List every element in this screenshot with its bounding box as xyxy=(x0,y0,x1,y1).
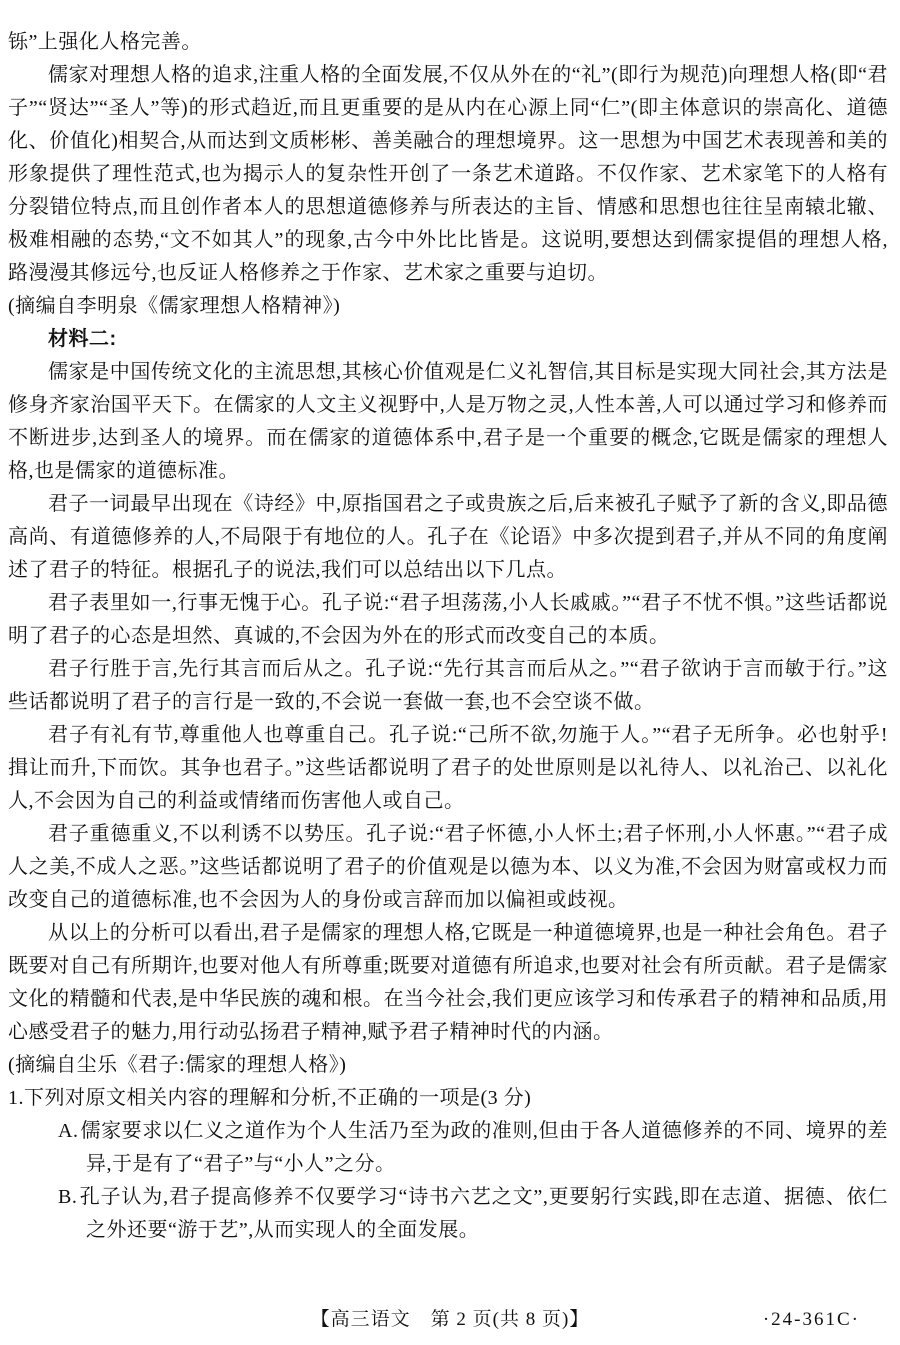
material1-paragraph: 儒家对理想人格的追求,注重人格的全面发展,不仅从外在的“礼”(即行为规范)向理想人格(即“君子”“贤达”“圣人”等)的形式趋近,而且更重要的是从内在心源上同“仁”(即主体意识的崇高化、道德化、价值化)相契合,从而达到文质彬彬、善美融合的理想境界。这一思想为中国艺术表现善和美的形象提供了理性范式,也为揭示人的复杂性开创了一条艺术道路。不仅作家、艺术家笔下的人格有分裂错位特点,而且创作者本人的思想道德修养与所表达的主旨、情感和思想也往往呈南辕北辙、极难相融的态势,“文不如其人”的现象,古今中外比比皆是。这说明,要想达到儒家提倡的理想人格,路漫漫其修远兮,也反证人格修养之于作家、艺术家之重要与迫切。 xyxy=(8,64,888,284)
material2-attribution: (摘编自尘乐《君子:儒家的理想人格》) xyxy=(8,1054,347,1076)
material2-paragraph: 君子表里如一,行事无愧于心。孔子说:“君子坦荡荡,小人长戚戚。”“君子不忧不惧。”这些话都说明了君子的心态是坦然、真诚的,不会因为外在的形式而改变自己的本质。 xyxy=(8,592,888,647)
footer-paper-code: ·24-361C· xyxy=(762,1309,860,1330)
question1-option-a xyxy=(8,1115,888,1181)
question1-stem: 1.下列对原文相关内容的理解和分析,不正确的一项是(3 分) xyxy=(8,1087,532,1109)
material2-paragraph: 从以上的分析可以看出,君子是儒家的理想人格,它既是一种道德境界,也是一种社会角色。君子既要对自己有所期许,也要对他人有所尊重;既要对道德有所追求,也要对社会有所贡献。君子是儒家文化的精髓和代表,是中华民族的魂和根。在当今社会,我们更应该学习和传承君子的精神和品质,用心感受君子的魅力,用行动弘扬君子精神,赋予君子精神时代的内涵。 xyxy=(8,922,888,1043)
material2-paragraph: 君子有礼有节,尊重他人也尊重自己。孔子说:“己所不欲,勿施于人。”“君子无所争。必也射乎! 揖让而升,下而饮。其争也君子。”这些话都说明了君子的处世原则是以礼待人、以礼治己、以礼化人,不会因为自己的利益或情绪而伤害他人或自己。 xyxy=(8,724,888,812)
material2-paragraph: 君子重德重义,不以利诱不以势压。孔子说:“君子怀德,小人怀土;君子怀刑,小人怀惠。”“君子成人之美,不成人之恶。”这些话都说明了君子的价值观是以德为本、以义为准,不会因为财富或权力而改变自己的道德标准,也不会因为人的身份或言辞而加以偏袒或歧视。 xyxy=(8,823,888,911)
page-footer xyxy=(0,1307,900,1333)
material2-heading: 材料二: xyxy=(48,328,117,350)
material1-continuation-line: 铄”上强化人格完善。 xyxy=(8,31,202,53)
question1-option-b xyxy=(8,1181,888,1247)
material1-attribution: (摘编自李明泉《儒家理想人格精神》) xyxy=(8,295,341,317)
option-b-text: 孔子认为,君子提高修养不仅要学习“诗书六艺之文”,更要躬行实践,即在志道、据德、依仁之外还要“游于艺”,从而实现人的全面发展。 xyxy=(79,1186,888,1241)
material2-paragraph: 儒家是中国传统文化的主流思想,其核心价值观是仁义礼智信,其目标是实现大同社会,其方法是修身齐家治国平天下。在儒家的人文主义视野中,人是万物之灵,人性本善,人可以通过学习和修养而不断进步,达到圣人的境界。而在儒家的道德体系中,君子是一个重要的概念,它既是儒家的理想人格,也是儒家的道德标准。 xyxy=(8,361,888,482)
option-a-label: A. xyxy=(58,1120,79,1142)
material2-paragraph: 君子行胜于言,先行其言而后从之。孔子说:“先行其言而后从之。”“君子欲讷于言而敏于行。”这些话都说明了君子的言行是一致的,不会说一套做一套,也不会空谈不做。 xyxy=(8,658,888,713)
option-b-label: B. xyxy=(58,1186,78,1208)
footer-page-indicator: 【高三语文 第 2 页(共 8 页)】 xyxy=(310,1309,590,1330)
material2-paragraph: 君子一词最早出现在《诗经》中,原指国君之子或贵族之后,后来被孔子赋予了新的含义,即品德高尚、有道德修养的人,不局限于有地位的人。孔子在《论语》中多次提到君子,并从不同的角度阐述了君子的特征。根据孔子的说法,我们可以总结出以下几点。 xyxy=(8,493,888,581)
option-a-text: 儒家要求以仁义之道作为个人生活乃至为政的准则,但由于各人道德修养的不同、境界的差异,于是有了“君子”与“小人”之分。 xyxy=(80,1120,888,1175)
